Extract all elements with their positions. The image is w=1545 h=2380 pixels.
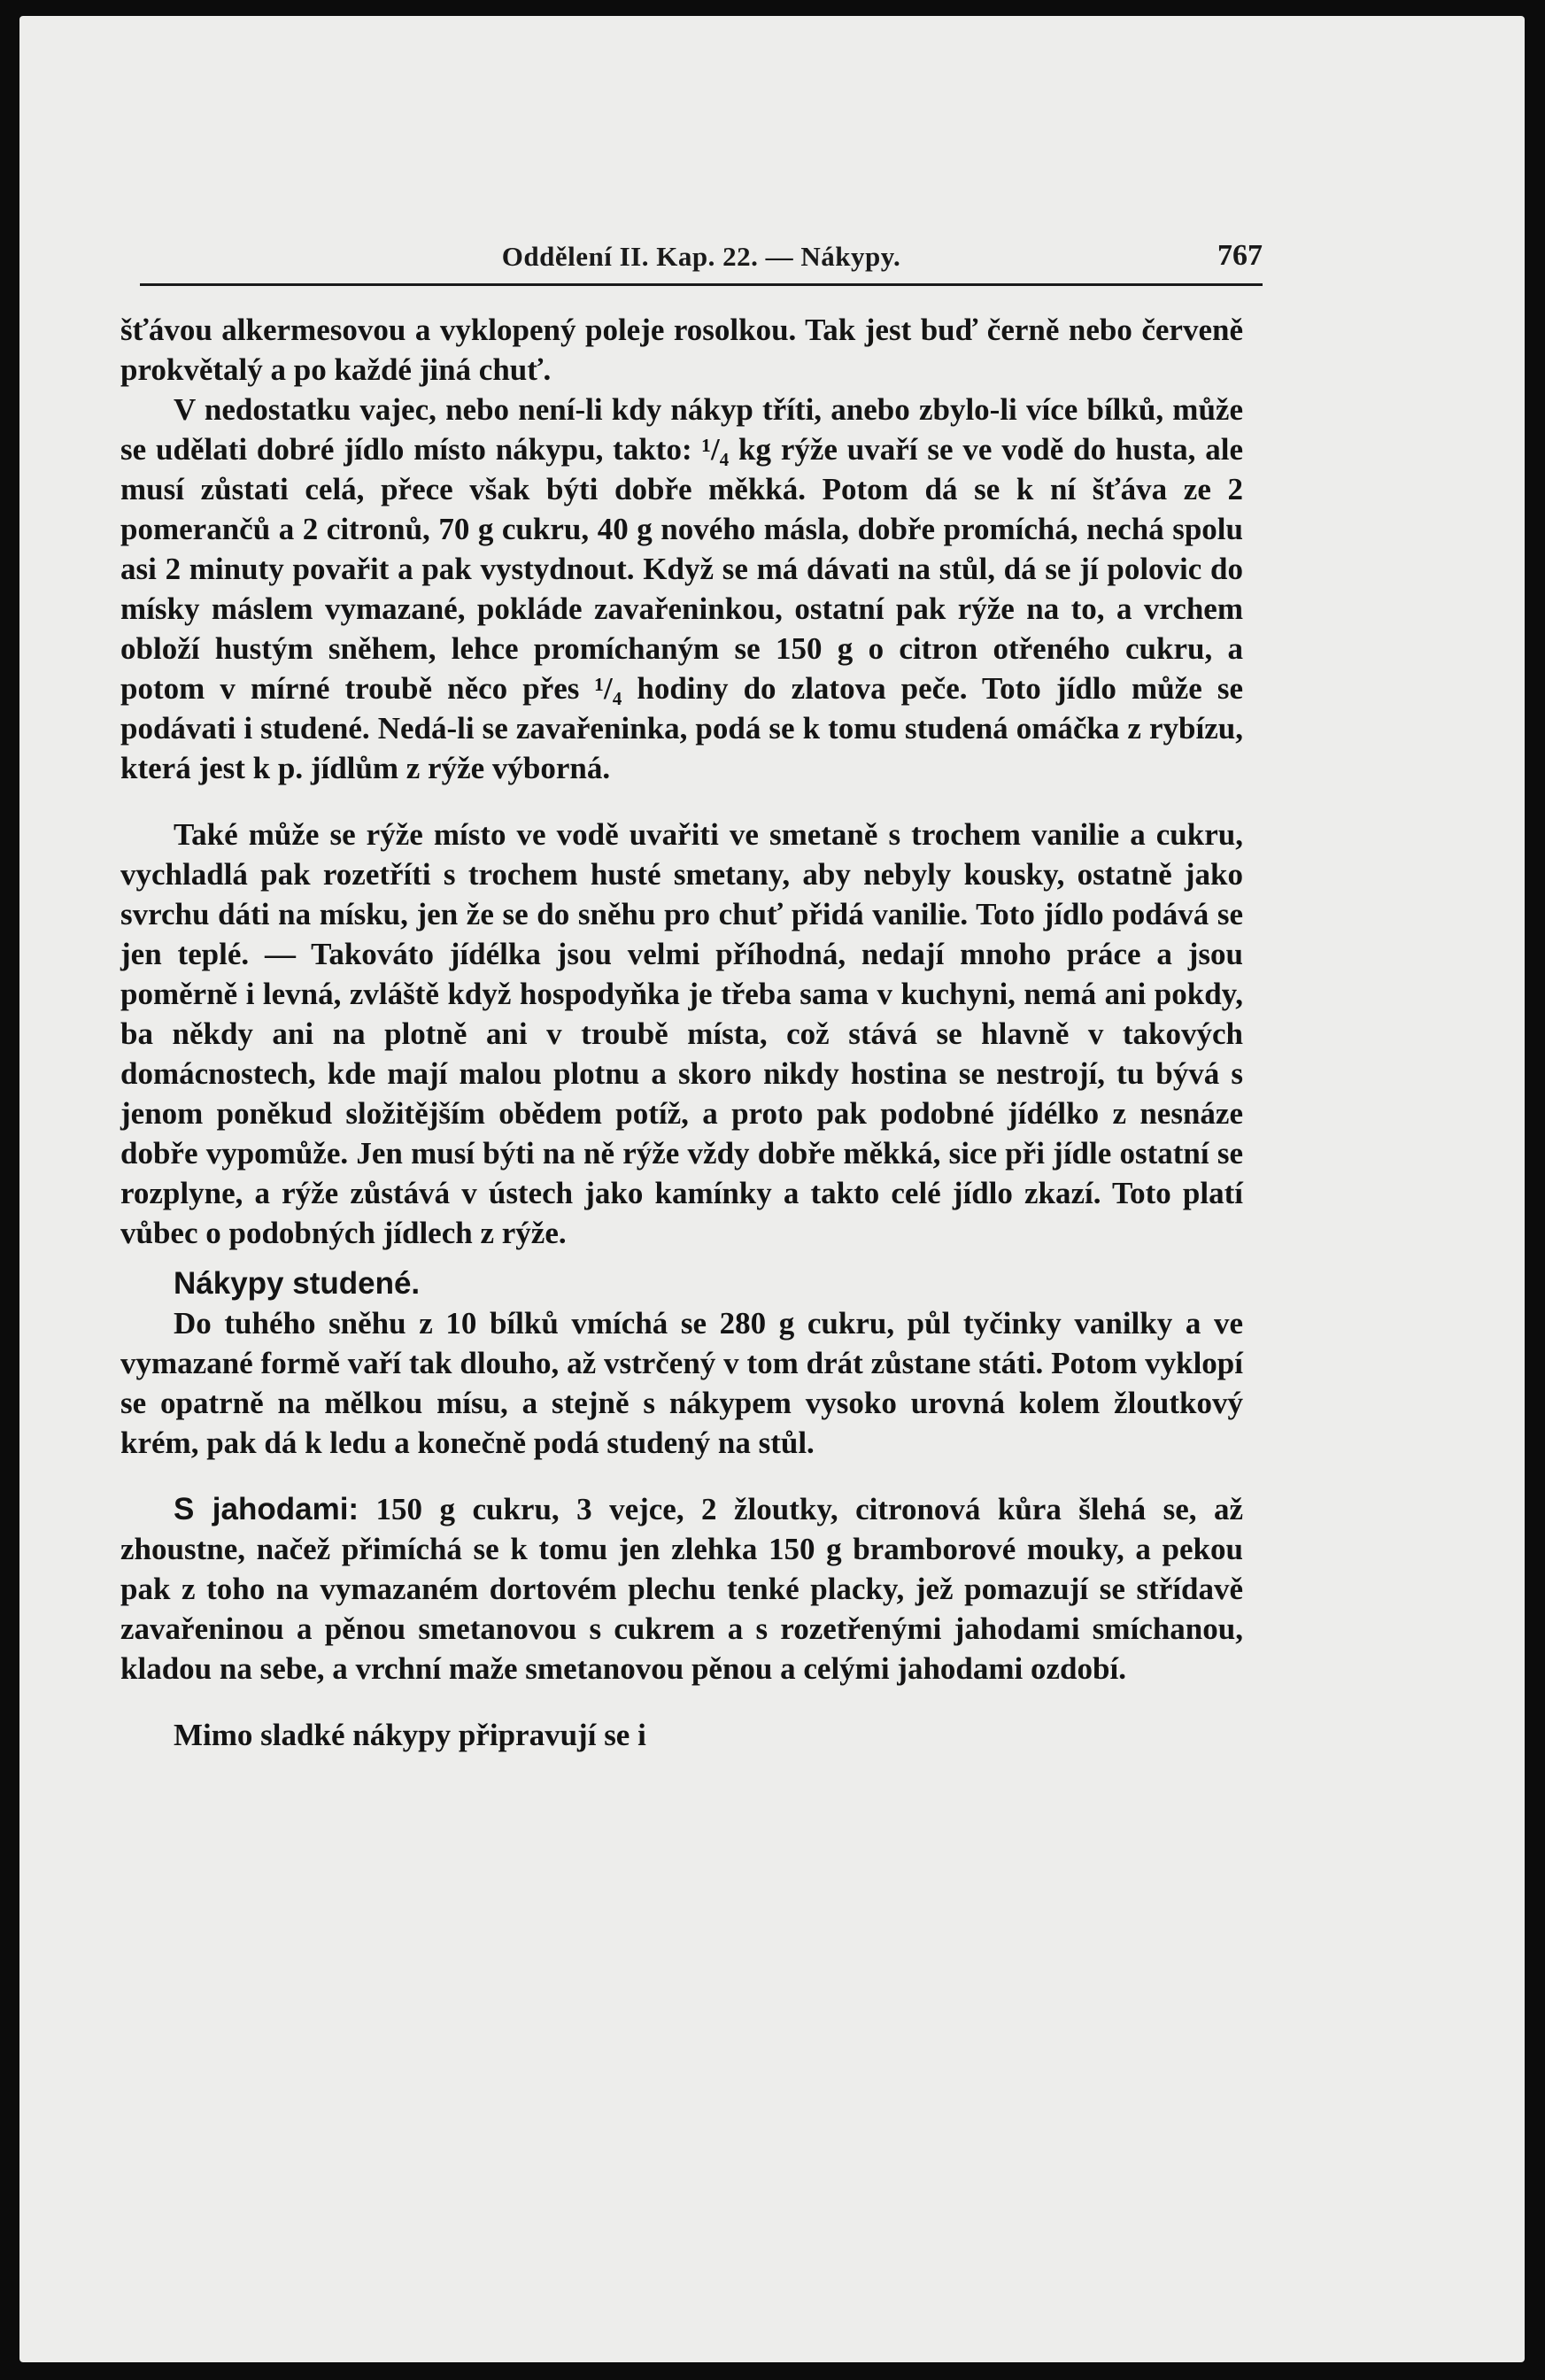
page-header (140, 234, 1263, 286)
paragraph-5 (120, 1489, 1243, 1688)
body-text (120, 310, 1243, 1755)
paragraph-2: V nedostatku vajec, nebo není-li kdy nákyp tříti, anebo zbylo-li více bílků, může se udělati dobré jídlo místo nákypu, takto: ¹/₄ kg rýže uvaří se ve vodě do husta, ale musí zůstati celá, přece však býti dobře měkká. Potom dá se k ní šťáva ze 2 pomerančů a 2 citronů, 70 g cukru, 40 g nového másla, dobře promíchá, nechá spolu asi 2 minuty povařit a pak vystydnout. Když se má dávati na stůl, dá se jí polovic do mísky máslem vymazané, pokláde zavařeninkou, ostatní pak rýže na to, a vrchem obloží hustým sněhem, lehce promíchaným se 150 g o citron otřeného cukru, a potom v mírné troubě něco přes ¹/₄ hodiny do zlatova peče. Toto jídlo může se podávati i studené. Nedá-li se zavařeninka, podá se k tomu studená omáčka z rybízu, která jest k p. jídlům z rýže výborná. (120, 392, 1243, 785)
paragraph-1: šťávou alkermesovou a vyklopený poleje rosolkou. Tak jest buď černě nebo červeně prokvětalý a po každé jiná chuť. (120, 313, 1243, 387)
paragraph-4: Do tuhého sněhu z 10 bílků vmíchá se 280 g cukru, půl tyčinky vanilky a ve vymazané formě vaří tak dlouho, až vstrčený v tom drát zůstane státi. Potom vyklopí se opatrně na mělkou mísu, a stejně s nákypem vysoko urovná kolem žloutkový krém, pak dá k ledu a konečně podá studený na stůl. (120, 1306, 1243, 1460)
closing-line: Mimo sladké nákypy připravují se i (174, 1718, 646, 1752)
paragraph-3: Také může se rýže místo ve vodě uvařiti ve smetaně s trochem vanilie a cukru, vychladlá pak rozetříti s trochem husté smetany, aby nebyly kousky, ostatně jako svrchu dáti na mísku, jen že se do sněhu pro chuť přidá vanilie. Toto jídlo podává se jen teplé. — Takováto jídélka jsou velmi příhodná, nedají mnoho práce a jsou poměrně i levná, zvláště když hospodyňka je třeba sama v kuchyni, nemá ani pokdy, ba někdy ani na plotně ani v troubě místa, což stává se hlavně v takových domácnostech, kde mají malou plotnu a skoro nikdy hostina se nestrojí, tu bývá s jenom poněkud složitějším obědem potíž, a proto pak podobné jídélko z nesnáze dobře vypomůže. Jen musí býti na ně rýže vždy dobře měkká, sice při jídle ostatní se rozplyne, a rýže zůstává v ústech jako kamínky a takto celé jídlo zkazí. Toto platí vůbec o podobných jídlech z rýže. (120, 817, 1243, 1250)
strawberry-lead: S jahodami: (174, 1492, 359, 1526)
section-heading: Nákypy studené. (174, 1266, 421, 1301)
strawberry-text: 150 g cukru, 3 vejce, 2 žloutky, citronová kůra šlehá se, až zhoustne, načež přimíchá se k tomu jen zlehka 150 g bramborové mouky, a pekou pak z toho na vymazaném dortovém plechu tenké placky, jež pomazují se střídavě zavařeninou a pěnou smetanovou s cukrem a s rozetřenými jahodami smíchanou, kladou na sebe, a vrchní maže smetanovou pěnou a celými jahodami ozdobí. (120, 1492, 1243, 1686)
page-number: 767 (1217, 239, 1263, 272)
running-head: Oddělení II. Kap. 22. — Nákypy. (501, 241, 901, 272)
